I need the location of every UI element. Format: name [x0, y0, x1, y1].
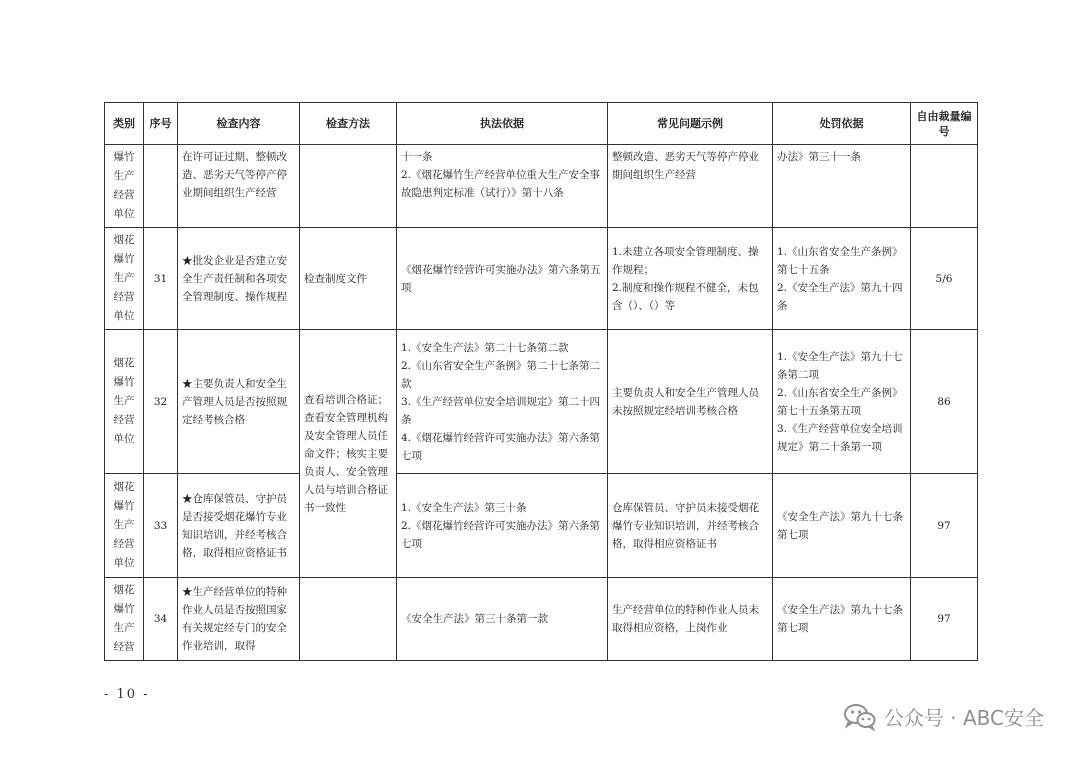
- header-content: 检查内容: [178, 103, 300, 145]
- cell-category: 烟花爆竹生产经营单位: [105, 228, 144, 330]
- header-example: 常见问题示例: [608, 103, 773, 145]
- regulation-table-page: [104, 102, 978, 661]
- cell-content: ★主要负责人和安全生产管理人员是否按照规定经考核合格: [178, 330, 300, 474]
- header-basis: 执法依据: [397, 103, 608, 145]
- cell-content: ★批发企业是否建立安全生产责任制和各项安全管理制度、操作规程: [178, 228, 300, 330]
- cell-method: [300, 145, 397, 228]
- table-row: [105, 474, 978, 578]
- header-category: 类别: [105, 103, 144, 145]
- page-number: - 10 -: [104, 687, 150, 702]
- cell-example: 仓库保管员、守护员未接受烟花爆竹专业知识培训，并经考核合格，取得相应资格证书: [608, 474, 773, 578]
- table-row: [105, 228, 978, 330]
- cell-example: 1.未建立各项安全管理制度、操作规程； 2.制度和操作规程不健全，未包含（）、（）等: [612, 245, 759, 312]
- cell-seq: 32: [144, 330, 178, 474]
- cell-example: 整顿改造、恶劣天气等停产停业期间组织生产经营: [608, 145, 773, 228]
- cell-basis: 十一条 2.《烟花爆竹生产经营单位重大生产安全事故隐患判定标准（试行）》第十八条: [401, 151, 601, 199]
- cell-seq: [144, 145, 178, 228]
- cell-penalty: 办法》第三十一条: [773, 145, 911, 228]
- watermark: [844, 702, 1044, 731]
- header-code: 自由裁量编号: [911, 103, 978, 145]
- cell-penalty: 1.《山东省安全生产条例》第七十五条 2.《安全生产法》第九十四条: [777, 245, 903, 312]
- header-penalty: 处罚依据: [773, 103, 911, 145]
- cell-seq: 34: [144, 578, 178, 661]
- cell-content: ★生产经营单位的特种作业人员是否按照国家有关规定经专门的安全作业培训，取得: [178, 578, 300, 661]
- cell-penalty: 《安全生产法》第九十七条第七项: [773, 578, 911, 661]
- cell-example: 主要负责人和安全生产管理人员未按照规定经培训考核合格: [608, 330, 773, 474]
- cell-basis: 1.《安全生产法》第二十七条第二款 2.《山东省安全生产条例》第二十七条第二款 3.《生产经营单位安全培训规定》第二十四条 4.《烟花爆竹经营许可实施办法》第六条第七项: [401, 341, 601, 462]
- cell-penalty: 《安全生产法》第九十七条第七项: [773, 474, 911, 578]
- cell-category: 烟花爆竹生产经营: [105, 578, 144, 661]
- cell-basis: 《烟花爆竹经营许可实施办法》第六条第五项: [401, 263, 601, 294]
- cell-example: 生产经营单位的特种作业人员未取得相应资格，上岗作业: [608, 578, 773, 661]
- watermark-text: 公众号 · ABC安全: [883, 706, 1044, 730]
- cell-code: [911, 145, 978, 228]
- header-seq: 序号: [144, 103, 178, 145]
- cell-basis: 《安全生产法》第三十条第一款: [397, 578, 608, 661]
- cell-content: 在许可证过期、整顿改造、恶劣天气等停产停业期间组织生产经营: [178, 145, 300, 228]
- cell-method-merged: 查看培训合格证；查看安全管理机构及安全管理人员任命文件；核实主要负责人、安全管理人员与培训合格证书一致性: [300, 330, 397, 578]
- cell-code: 86: [911, 330, 978, 474]
- cell-seq: 33: [144, 474, 178, 578]
- cell-code: 5/6: [911, 228, 978, 330]
- cell-code: 97: [911, 474, 978, 578]
- cell-category: 烟花爆竹生产经营单位: [105, 474, 144, 578]
- cell-method: 检查制度文件: [300, 228, 397, 330]
- cell-category: 烟花爆竹生产经营单位: [105, 330, 144, 474]
- cell-content: ★仓库保管员、守护员是否接受烟花爆竹专业知识培训，并经考核合格，取得相应资格证书: [178, 474, 300, 578]
- table-row: [105, 330, 978, 474]
- header-method: 检查方法: [300, 103, 397, 145]
- cell-penalty: 1.《安全生产法》第九十七条第二项 2.《山东省安全生产条例》第七十五条第五项 3.《生产经营单位安全培训规定》第二十条第一项: [777, 350, 903, 453]
- wechat-icon: [844, 703, 876, 731]
- table-header-row: [105, 103, 978, 145]
- cell-basis: 1.《安全生产法》第三十条 2.《烟花爆竹经营许可实施办法》第六条第七项: [401, 501, 601, 550]
- cell-category: 爆竹生产经营单位: [105, 145, 144, 228]
- cell-seq: 31: [144, 228, 178, 330]
- cell-code: 97: [911, 578, 978, 661]
- table-row: [105, 145, 978, 228]
- inspection-table: [104, 102, 978, 661]
- cell-method: [300, 578, 397, 661]
- table-row: [105, 578, 978, 661]
